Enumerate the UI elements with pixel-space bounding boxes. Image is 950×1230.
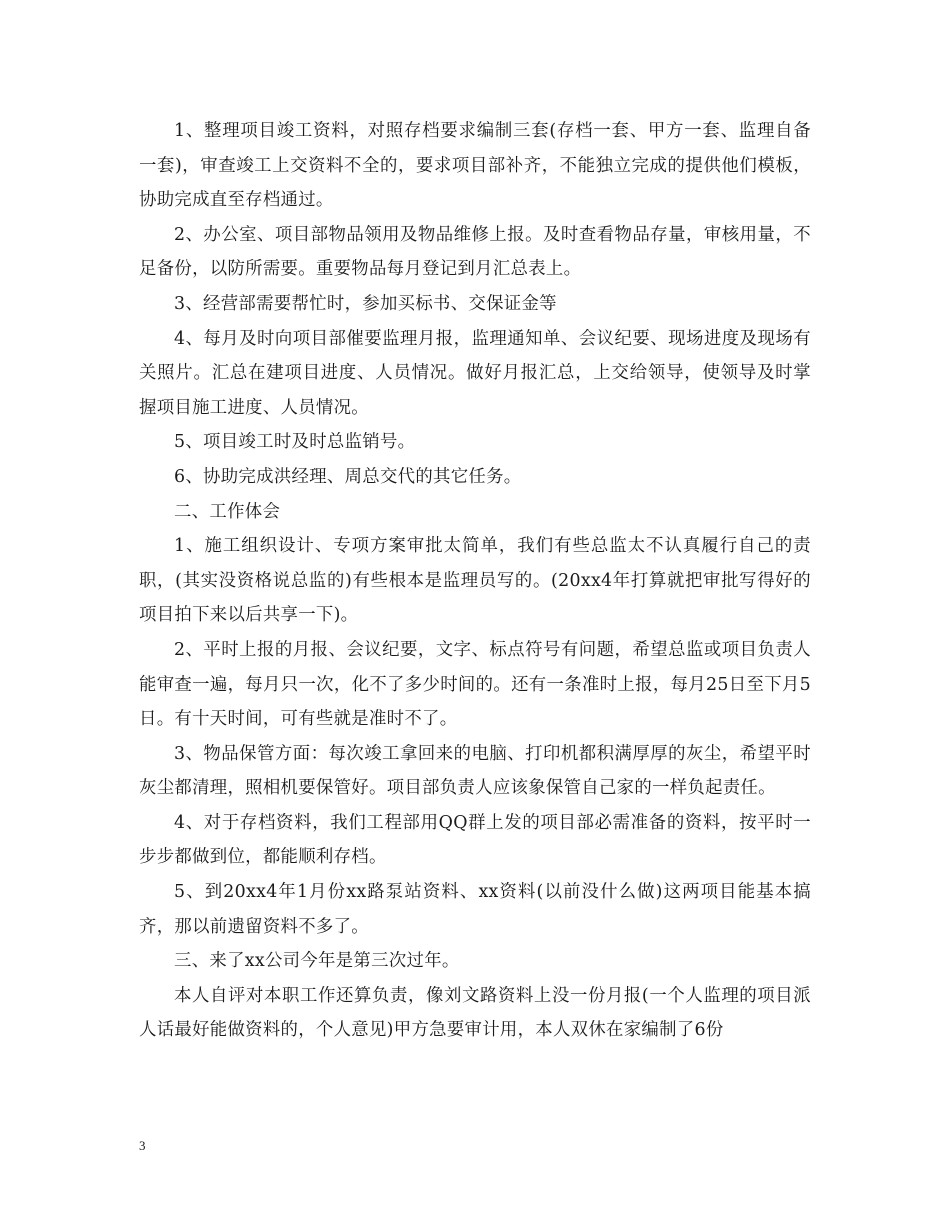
section-heading-third-year: 三、来了xx公司今年是第三次过年。: [174, 951, 460, 972]
paragraph-1: 1、整理项目竣工资料，对照存档要求编制三套(存档一套、甲方一套、监理自备一套)，审查竣工上交资料不全的，要求项目部补齐，不能独立完成的提供他们模板，协助完成直至存档通过。: [139, 121, 811, 211]
paragraph-2: 2、办公室、项目部物品领用及物品维修上报。及时查看物品存量，审核用量，不足备份，以防所需要。重要物品每月登记到月汇总表上。: [139, 224, 811, 280]
paragraph-5: 5、项目竣工时及时总监销号。: [174, 432, 416, 453]
paragraph-10: 4、对于存档资料，我们工程部用QQ群上发的项目部必需准备的资料，按平时一步步都做到位，都能顺利存档。: [139, 812, 811, 868]
section-heading-work-experience: 二、工作体会: [174, 501, 281, 522]
paragraph-4: 4、每月及时向项目部催要监理月报，监理通知单、会议纪要、现场进度及现场有关照片。汇总在建项目进度、人员情况。做好月报汇总，上交给领导，使领导及时掌握项目施工进度、人员情况。: [139, 328, 811, 418]
paragraph-3: 3、经营部需要帮忙时，参加买标书、交保证金等: [174, 293, 557, 314]
document-body: [139, 114, 811, 1048]
paragraph-6: 6、协助完成洪经理、周总交代的其它任务。: [174, 466, 522, 487]
paragraph-12: 本人自评对本职工作还算负责，像刘文路资料上没一份月报(一个人监理的项目派人话最好能做资料的，个人意见)甲方急要审计用，本人双休在家编制了6份: [139, 985, 811, 1041]
paragraph-8: 2、平时上报的月报、会议纪要，文字、标点符号有问题，希望总监或项目负责人能审查一遍，每月只一次，化不了多少时间的。还有一条准时上报，每月25日至下月5日。有十天时间，可有些就是准时不了。: [139, 639, 811, 730]
paragraph-7: 1、施工组织设计、专项方案审批太简单，我们有些总监太不认真履行自己的责职，(其实没资格说总监的)有些根本是监理员写的。(20xx4年打算就把审批写得好的项目拍下来以后共享一下)。: [139, 536, 811, 626]
paragraph-11: 5、到20xx4年1月份xx路泵站资料、xx资料(以前没什么做)这两项目能基本搞齐，那以前遗留资料不多了。: [139, 882, 811, 937]
paragraph-9: 3、物品保管方面：每次竣工拿回来的电脑、打印机都积满厚厚的灰尘，希望平时灰尘都清理，照相机要保管好。项目部负责人应该象保管自己家的一样负起责任。: [139, 743, 811, 799]
page-number: 3: [139, 1138, 146, 1153]
